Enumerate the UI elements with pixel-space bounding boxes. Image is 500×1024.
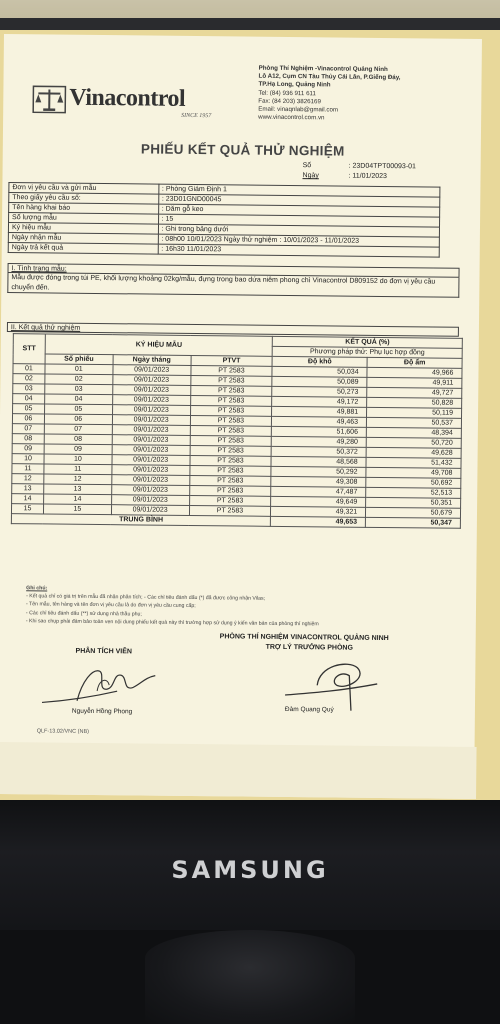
info-key: Số lượng mẫu <box>9 213 159 225</box>
cell-stt: 10 <box>12 454 44 464</box>
cell-date: 09/01/2023 <box>112 395 190 406</box>
cell-date: 09/01/2023 <box>111 505 189 516</box>
analyst-title: PHÂN TÍCH VIÊN <box>75 647 132 656</box>
col-kyhieu: KÝ HIỆU MẪU <box>45 334 273 356</box>
cell-sophieu: 15 <box>43 504 111 515</box>
lab-fax: Fax: (84 203) 3826169 <box>258 97 321 106</box>
cell-stt: 06 <box>12 414 44 424</box>
cell-doam: 50,351 <box>366 497 461 508</box>
cell-sophieu: 13 <box>44 484 112 495</box>
cell-ptvt: PT 2583 <box>190 385 272 396</box>
scales-logo-icon <box>31 84 67 114</box>
cell-doam: 49,966 <box>367 367 462 378</box>
cell-date: 09/01/2023 <box>112 385 190 396</box>
cell-dokho: 49,321 <box>271 506 366 517</box>
info-value: : 15 <box>158 214 440 227</box>
lab-web: www.vinacontrol.com.vn <box>258 113 325 122</box>
cell-date: 09/01/2023 <box>111 495 189 506</box>
cell-stt: 07 <box>12 424 44 434</box>
cell-dokho: 50,034 <box>272 366 367 377</box>
info-key: Ký hiệu mẫu <box>8 223 158 235</box>
assistant-head-title: TRỢ LÝ TRƯỞNG PHÒNG <box>265 643 353 652</box>
cell-ptvt: PT 2583 <box>189 495 271 506</box>
cell-ptvt: PT 2583 <box>189 505 271 516</box>
cell-dokho: 49,280 <box>272 436 367 447</box>
col-stt: STT <box>13 334 45 364</box>
cell-doam: 50,119 <box>367 407 462 418</box>
cell-doam: 50,828 <box>367 397 462 408</box>
document-title: PHIẾU KẾT QUẢ THỬ NGHIỆM <box>140 141 345 159</box>
cell-doam: 50,720 <box>366 437 461 448</box>
cell-sophieu: 05 <box>44 404 112 415</box>
cell-sophieu: 09 <box>44 444 112 455</box>
cell-sophieu: 04 <box>45 394 113 405</box>
cell-ptvt: PT 2583 <box>190 425 272 436</box>
col-doam: Độ ẩm <box>367 357 462 368</box>
lab-tel: Tel: (84) 936 911 611 <box>258 89 316 97</box>
cell-stt: 15 <box>11 504 43 514</box>
section1-title: I. Tình trạng mẫu: <box>11 265 67 273</box>
cell-sophieu: 12 <box>44 474 112 485</box>
ngay-value: 11/01/2023 <box>352 172 387 181</box>
cell-date: 09/01/2023 <box>113 375 191 386</box>
cell-stt: 11 <box>12 464 44 474</box>
cell-date: 09/01/2023 <box>112 425 190 436</box>
info-value: : Ghi trong bảng dưới <box>158 224 440 237</box>
cell-dokho: 47,487 <box>271 486 366 497</box>
cell-date: 09/01/2023 <box>112 435 190 446</box>
cell-date: 09/01/2023 <box>112 465 190 476</box>
col-ketqua: KẾT QUẢ (%) <box>273 336 463 348</box>
lab-email: Email: vinaqnlab@gmail.com <box>258 105 339 114</box>
cell-ptvt: PT 2583 <box>190 415 272 426</box>
info-key: Ngày nhận mẫu <box>8 233 158 245</box>
note-2: - Tên mẫu, tên hàng và tên đơn vị yêu cầu là do đơn vị yêu cầu cung cấp; <box>25 601 196 610</box>
cell-sophieu: 07 <box>44 424 112 435</box>
cell-dokho: 49,881 <box>272 406 367 417</box>
so-value: 23D04TPT00093-01 <box>352 162 416 171</box>
cell-ptvt: PT 2583 <box>190 435 272 446</box>
cell-dokho: 49,308 <box>271 476 366 487</box>
cell-stt: 09 <box>12 444 44 454</box>
cell-ptvt: PT 2583 <box>190 375 272 386</box>
note-3: - Các chỉ tiêu đánh dấu (**) sử dụng nhà thầu phụ; <box>25 609 142 618</box>
monitor-screen <box>0 30 500 800</box>
col-ngaythang: Ngày tháng <box>113 355 191 366</box>
so-label: Số <box>302 162 312 170</box>
cell-dokho: 48,568 <box>271 456 366 467</box>
cell-ptvt: PT 2583 <box>191 365 273 376</box>
cell-stt: 13 <box>12 484 44 494</box>
cell-stt: 04 <box>13 394 45 404</box>
cell-dokho: 49,172 <box>272 396 367 407</box>
col-ptvt: PTVT <box>191 355 273 366</box>
cell-stt: 05 <box>13 404 45 414</box>
cell-doam: 52,513 <box>366 487 461 498</box>
cell-sophieu: 11 <box>44 464 112 475</box>
cell-sophieu: 03 <box>45 384 113 395</box>
cell-date: 09/01/2023 <box>113 365 191 376</box>
sample-state-text: Mẫu được đóng trong túi PE, khối lượng khoảng 02kg/mẫu, đựng trong bao dứa niêm phong chì Vinacontrol D809152 do đơn vị yêu cầu chuyển đến. <box>7 273 459 298</box>
lab-org-title: PHÒNG THÍ NGHIỆM VINACONTROL QUẢNG NINH <box>219 633 389 643</box>
cell-sophieu: 06 <box>44 414 112 425</box>
col-method: Phương pháp thử: Phụ lục hợp đồng <box>272 346 462 358</box>
cell-date: 09/01/2023 <box>112 445 190 456</box>
cell-sophieu: 02 <box>45 374 113 385</box>
notes-title: Ghi chú: <box>26 585 48 592</box>
request-info-table <box>8 182 441 258</box>
cell-ptvt: PT 2583 <box>190 455 272 466</box>
vinacontrol-logo <box>31 84 221 122</box>
cell-doam: 49,911 <box>367 377 462 388</box>
lab-name: Phòng Thí Nghiệm -Vinacontrol Quảng Ninh <box>258 64 388 74</box>
cell-doam: 49,708 <box>366 467 461 478</box>
info-value: : 23D01GND00045 <box>158 194 440 207</box>
results-table <box>11 333 463 529</box>
report-number-block: Số : 23D04TPT00093-01 Ngày : 11/01/2023 <box>302 162 416 181</box>
section2-title: II. Kết quả thử nghiệm <box>10 324 81 332</box>
cell-sophieu: 14 <box>44 494 112 505</box>
col-dokho: Độ khô <box>272 356 367 367</box>
cell-ptvt: PT 2583 <box>189 485 271 496</box>
cell-stt: 03 <box>13 384 45 394</box>
info-key: Ngày trả kết quả <box>8 243 158 255</box>
col-sophieu: Số phiếu <box>45 354 113 365</box>
cell-sophieu: 01 <box>45 364 113 375</box>
note-4: - Khi sao chụp phải đảm bảo toàn vẹn nội dung phiếu kết quả này thì trường hợp sử dụng ý kiến văn bản của phòng thí nghiệm <box>25 618 319 628</box>
cell-dokho: 49,649 <box>271 496 366 507</box>
monitor-stand <box>145 930 355 1024</box>
cell-date: 09/01/2023 <box>112 405 190 416</box>
info-key: Đơn vị yêu cầu và gửi mẫu <box>9 183 159 195</box>
cell-ptvt: PT 2583 <box>189 465 271 476</box>
info-value: : 08h00 10/01/2023 Ngày thử nghiệm : 10/01/2023 - 11/01/2023 <box>158 234 440 247</box>
cell-stt: 02 <box>13 374 45 384</box>
cell-sophieu: 08 <box>44 434 112 445</box>
cell-dokho: 50,292 <box>271 466 366 477</box>
avg-dokho: 49,653 <box>271 516 366 527</box>
cell-dokho: 50,273 <box>272 386 367 397</box>
cell-ptvt: PT 2583 <box>189 475 271 486</box>
cell-dokho: 50,089 <box>272 376 367 387</box>
assistant-head-name: Đàm Quang Quý <box>284 705 334 714</box>
cell-stt: 12 <box>12 474 44 484</box>
cell-ptvt: PT 2583 <box>190 395 272 406</box>
lab-address-1: Lô A12, Cụm CN Tàu Thủy Cái Lân, P.Giếng Đáy, <box>258 72 401 82</box>
cell-ptvt: PT 2583 <box>190 405 272 416</box>
cell-doam: 51,432 <box>366 457 461 468</box>
cell-stt: 01 <box>13 364 45 374</box>
cell-date: 09/01/2023 <box>112 455 190 466</box>
cell-date: 09/01/2023 <box>111 485 189 496</box>
cell-dokho: 50,372 <box>271 446 366 457</box>
cell-doam: 50,537 <box>367 417 462 428</box>
analyst-name: Nguyễn Hồng Phong <box>71 707 133 716</box>
cell-doam: 49,628 <box>366 447 461 458</box>
cell-doam: 48,394 <box>366 427 461 438</box>
cell-doam: 50,679 <box>366 507 461 518</box>
logo-text: Vinacontrol <box>69 84 186 112</box>
info-value: : Phòng Giám Định 1 <box>158 184 440 197</box>
document-footer-area <box>0 742 477 799</box>
note-1: - Kết quả chỉ có giá trị trên mẫu đã nhận phân tích; - Các chỉ tiêu đánh dấu (*) đã được công nhận Vilas; <box>26 593 266 602</box>
logo-since: SINCE 1957 <box>181 112 212 120</box>
form-code: QLF-13.02/VNC (NB) <box>36 728 89 735</box>
cell-dokho: 49,463 <box>272 416 367 427</box>
info-value: : Dăm gỗ keo <box>158 204 440 217</box>
test-result-document <box>0 34 482 799</box>
ngay-label: Ngày <box>302 172 319 180</box>
info-key: Tên hàng khai báo <box>9 203 159 215</box>
analyst-signature <box>37 660 168 711</box>
notes-block <box>26 584 446 629</box>
info-key: Theo giấy yêu cầu số: <box>9 193 159 205</box>
cell-doam: 50,692 <box>366 477 461 488</box>
cell-ptvt: PT 2583 <box>190 445 272 456</box>
info-value: : 16h30 11/01/2023 <box>158 244 440 257</box>
cell-doam: 49,727 <box>367 387 462 398</box>
cell-stt: 14 <box>12 494 44 504</box>
cell-date: 09/01/2023 <box>112 475 190 486</box>
cell-stt: 08 <box>12 434 44 444</box>
lab-address-2: TP.Hạ Long, Quảng Ninh <box>258 81 331 89</box>
avg-doam: 50,347 <box>365 517 460 528</box>
cell-dokho: 51,606 <box>272 426 367 437</box>
cell-date: 09/01/2023 <box>112 415 190 426</box>
monitor-brand-logo: SAMSUNG <box>171 856 329 884</box>
avg-label: TRUNG BÌNH <box>11 514 270 527</box>
cell-sophieu: 10 <box>44 454 112 465</box>
lab-contact-info <box>258 65 484 125</box>
